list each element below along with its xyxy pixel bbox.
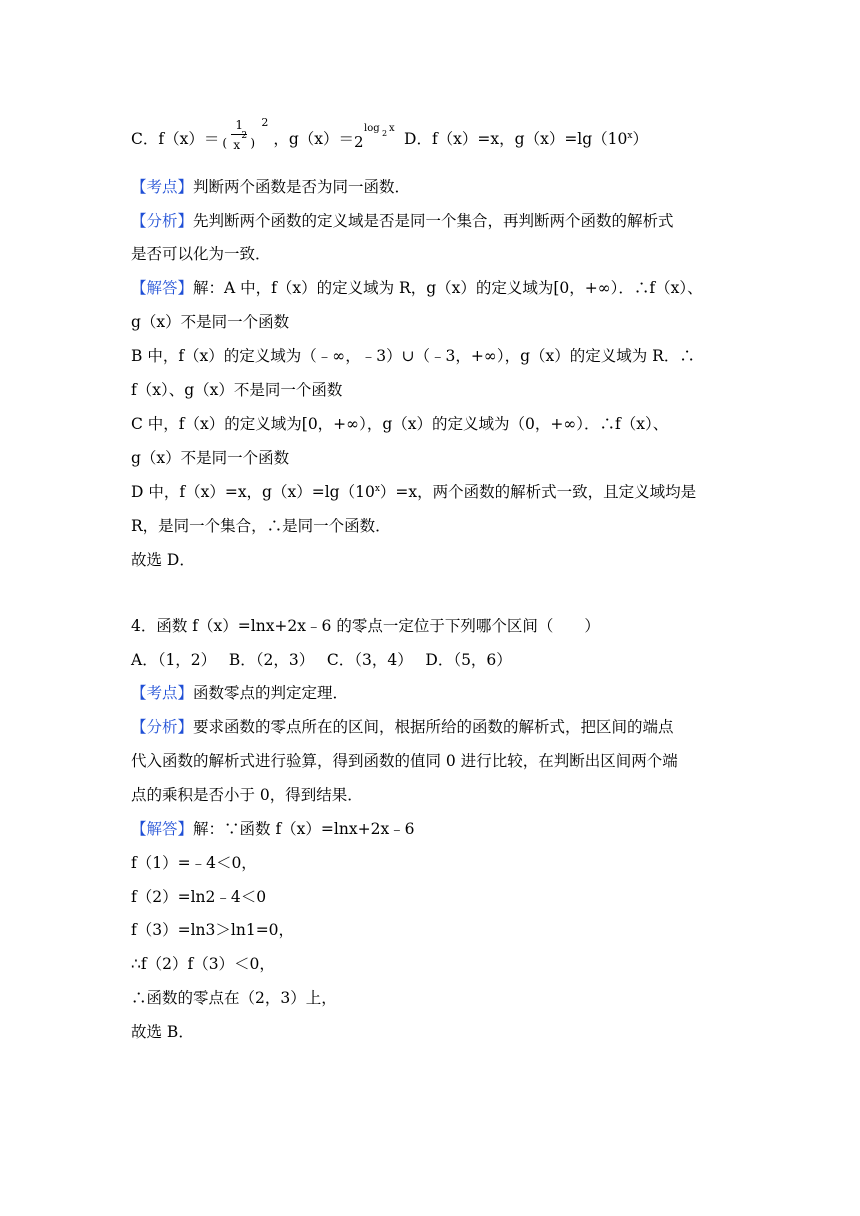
text-line xyxy=(131,615,741,637)
text-line xyxy=(131,784,741,806)
text-line xyxy=(131,750,741,772)
text-run: ∴函数的零点在（2，3）上， xyxy=(131,989,337,1007)
text-line xyxy=(131,716,741,738)
denominator-exponent: 2 xyxy=(241,131,248,141)
text-line xyxy=(131,852,741,874)
text-run: 解：∵函数 f（x）=lnx+2x﹣6 xyxy=(193,820,415,838)
text-line xyxy=(131,210,741,232)
text-line xyxy=(131,818,741,840)
text-line xyxy=(131,481,741,503)
text-run: B 中，f（x）的定义域为（﹣∞，﹣3）∪（﹣3，+∞），g（x）的定义域为 R．∴ xyxy=(131,347,695,365)
superscript: x xyxy=(374,483,380,494)
section-tag: 【考点】 xyxy=(131,178,194,196)
text-run: D 中，f（x）=x，g（x）=lg（10 xyxy=(131,483,375,501)
text-line xyxy=(131,311,741,333)
text-line xyxy=(131,649,741,671)
text-run: f（3）=ln3＞ln1=0， xyxy=(131,921,295,939)
section-tag: 【解答】 xyxy=(131,820,194,838)
text-run: g（x）不是同一个函数 xyxy=(131,313,290,331)
text-run: 解：A 中，f（x）的定义域为 R，g（x）的定义域为[0，+∞）．∴f（x）、 xyxy=(193,279,703,297)
fraction-paren-left: ( xyxy=(222,136,228,150)
fraction-denominator: x xyxy=(233,138,241,152)
text-run: 4．函数 f（x）=lnx+2x﹣6 的零点一定位于下列哪个区间（ ） xyxy=(131,617,600,635)
text-run: g（x）不是同一个函数 xyxy=(131,449,290,467)
log-formula-image xyxy=(354,123,404,151)
text-run: 要求函数的零点所在的区间，根据所给的函数的解析式，把区间的端点 xyxy=(193,718,674,736)
text-run: 是否可以化为一致． xyxy=(131,245,271,263)
text-run: f（x）、g（x）不是同一个函数 xyxy=(131,381,343,399)
text-line xyxy=(131,447,741,469)
text-line xyxy=(131,379,741,401)
log-label: log xyxy=(364,123,380,134)
text-line xyxy=(131,549,741,571)
text-line xyxy=(131,919,741,941)
fraction-formula-image xyxy=(221,116,273,152)
text-run: 判断两个函数是否为同一函数． xyxy=(193,178,411,196)
text-line xyxy=(131,953,741,975)
fraction-numerator: 1 xyxy=(235,118,243,132)
text-run: 代入函数的解析式进行验算，得到函数的值同 0 进行比较，在判断出区间两个端 xyxy=(131,752,678,770)
text-run: 点的乘积是否小于 0，得到结果． xyxy=(131,786,363,804)
text-run: ∴f（2）f（3）＜0， xyxy=(131,955,275,973)
text-run: 故选 D． xyxy=(131,551,195,569)
text-run: 函数零点的判定定理． xyxy=(193,684,349,702)
text-line xyxy=(131,345,741,367)
text-line xyxy=(131,116,741,152)
text-run: ）=x，两个函数的解析式一致，且定义域均是 xyxy=(379,483,697,501)
text-line xyxy=(131,1021,741,1043)
fraction-paren-right: ) xyxy=(250,136,256,150)
log-subscript: 2 xyxy=(382,129,388,138)
text-run: ） xyxy=(632,130,648,148)
text-line xyxy=(131,886,741,908)
text-run: f（1）=﹣4＜0， xyxy=(131,854,257,872)
superscript: x xyxy=(627,130,633,141)
text-run: C 中，f（x）的定义域为[0，+∞），g（x）的定义域为（0，+∞）．∴f（x）、 xyxy=(131,415,669,433)
outer-exponent: 2 xyxy=(261,116,269,129)
text-run: R，是同一个集合，∴是同一个函数． xyxy=(131,517,391,535)
text-line xyxy=(131,243,741,265)
section-tag: 【分析】 xyxy=(131,212,194,230)
text-run: 先判断两个函数的定义域是否是同一个集合，再判断两个函数的解析式 xyxy=(193,212,674,230)
text-line xyxy=(131,413,741,435)
text-line xyxy=(131,515,741,537)
log-argument: x xyxy=(389,123,395,134)
text-run: C．f（x）＝ xyxy=(131,130,220,148)
section-tag: 【考点】 xyxy=(131,684,194,702)
text-run: f（2）=ln2﹣4＜0 xyxy=(131,888,267,906)
text-run: A．（1，2） B．（2，3） C．（3，4） D．（5，6） xyxy=(131,651,512,669)
text-line xyxy=(131,682,741,704)
section-tag: 【分析】 xyxy=(131,718,194,736)
text-line xyxy=(131,277,741,299)
power-base: 2 xyxy=(354,133,364,151)
text-run: 故选 B． xyxy=(131,1023,194,1041)
text-run: D．f（x）=x，g（x）=lg（10 xyxy=(404,130,628,148)
text-run: ，g（x）＝ xyxy=(273,130,355,148)
section-tag: 【解答】 xyxy=(131,279,194,297)
text-line xyxy=(131,987,741,1009)
text-line xyxy=(131,176,741,198)
